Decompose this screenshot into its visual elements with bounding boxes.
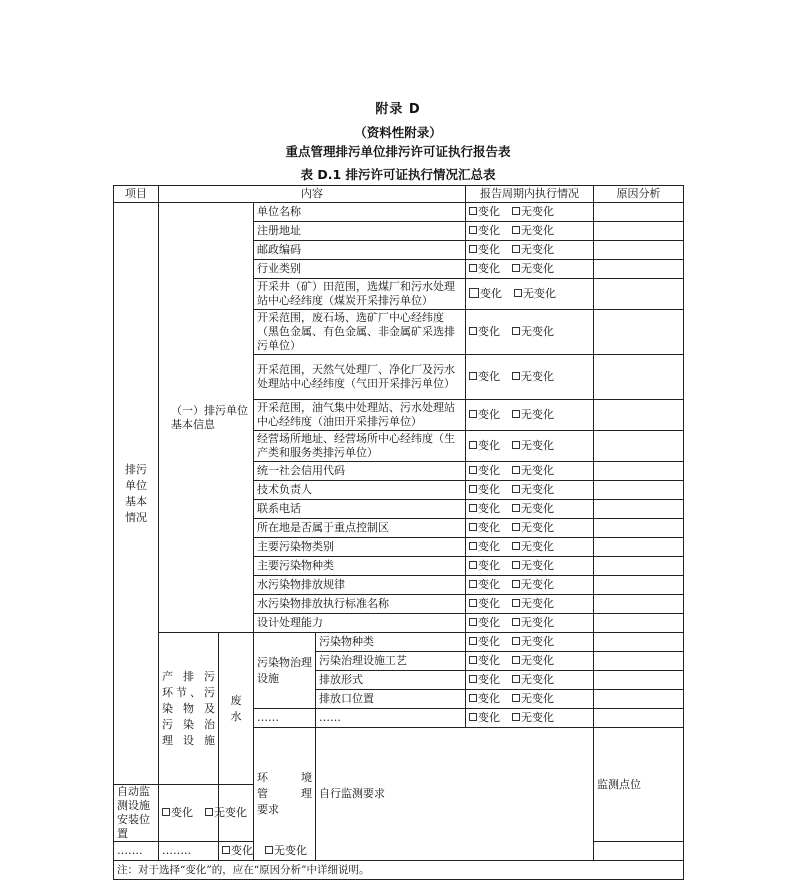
appendix-heading: 附录 D	[375, 102, 421, 117]
checkbox-icon	[469, 599, 477, 607]
group2-label: 环 境 管 理 要求	[254, 728, 316, 861]
checkbox-icon	[512, 694, 520, 702]
header-status: 报告周期内执行情况	[466, 186, 594, 203]
ellipsis-cell: ……	[316, 709, 466, 728]
checkbox-icon	[512, 656, 520, 664]
ellipsis-cell: …….	[114, 842, 159, 861]
status-options[interactable]: 变化 无变化	[466, 279, 594, 310]
row-label: 排放口位置	[316, 690, 466, 709]
row-label: 行业类别	[254, 260, 466, 279]
status-options[interactable]: 变化 无变化	[466, 462, 594, 481]
ellipsis-cell: ……	[254, 709, 316, 728]
checkbox-icon	[469, 504, 477, 512]
status-options[interactable]: 变化 无变化	[159, 785, 219, 842]
header-content: 内容	[159, 186, 466, 203]
reason-cell[interactable]	[594, 310, 684, 355]
header-item: 项目	[114, 186, 159, 203]
status-options[interactable]: 变化 无变化	[466, 400, 594, 431]
status-options[interactable]: 变化 无变化	[466, 481, 594, 500]
header-reason: 原因分析	[594, 186, 684, 203]
status-options[interactable]: 变化 无变化	[466, 431, 594, 462]
monitoring-point-label: 监测点位	[594, 728, 684, 842]
checkbox-icon	[512, 580, 520, 588]
checkbox-icon	[512, 264, 520, 272]
reason-cell[interactable]	[594, 557, 684, 576]
checkbox-icon	[469, 372, 477, 380]
reason-cell[interactable]	[594, 595, 684, 614]
reason-cell[interactable]	[594, 431, 684, 462]
note-row	[114, 861, 684, 880]
checkbox-icon	[512, 675, 520, 683]
sub-pollution-source: 产 排 污 环节、污 染 物 及 污 染 治 理设施	[159, 633, 219, 785]
status-options[interactable]: 变化 无变化	[466, 652, 594, 671]
reason-cell[interactable]	[594, 203, 684, 222]
status-options[interactable]: 变化 无变化	[466, 260, 594, 279]
checkbox-icon	[469, 561, 477, 569]
row-label: 污染物种类	[316, 633, 466, 652]
checkbox-icon	[512, 485, 520, 493]
checkbox-icon	[469, 264, 477, 272]
reason-cell[interactable]	[594, 481, 684, 500]
checkbox-icon	[469, 245, 477, 253]
status-options[interactable]: 变化 无变化	[466, 633, 594, 652]
status-options[interactable]: 变化 无变化	[466, 709, 594, 728]
row-label: 联系电话	[254, 500, 466, 519]
checkbox-icon	[469, 542, 477, 550]
checkbox-icon	[469, 523, 477, 531]
table-title: 表 D.1 排污许可证执行情况汇总表	[300, 167, 496, 182]
checkbox-icon	[469, 656, 477, 664]
row-label: 统一社会信用代码	[254, 462, 466, 481]
table-note: 注：对于选择“变化”的，应在“原因分析”中详细说明。	[114, 861, 684, 880]
row-label: 单位名称	[254, 203, 466, 222]
wastewater-label: 废 水	[219, 633, 254, 785]
reason-cell[interactable]	[594, 519, 684, 538]
checkbox-icon	[514, 289, 522, 297]
checkbox-icon	[512, 713, 520, 721]
reason-cell[interactable]	[594, 279, 684, 310]
status-options[interactable]: 变化 无变化	[466, 222, 594, 241]
status-options[interactable]: 变化 无变化	[466, 671, 594, 690]
row-label: 开采井（矿）田范围，选煤厂和污水处理站中心经纬度（煤炭开采排污单位）	[254, 279, 466, 310]
group1-label: 排污 单位 基本 情况	[114, 203, 159, 785]
reason-cell[interactable]	[594, 355, 684, 400]
status-options[interactable]: 变化 无变化	[466, 538, 594, 557]
status-options[interactable]: 变化 无变化	[466, 519, 594, 538]
reason-cell[interactable]	[594, 222, 684, 241]
reason-cell[interactable]	[594, 241, 684, 260]
table-row	[114, 203, 684, 222]
checkbox-icon	[469, 618, 477, 626]
checkbox-icon	[469, 637, 477, 645]
appendix-type: （资料性附录）	[354, 125, 442, 140]
checkbox-icon	[512, 599, 520, 607]
checkbox-icon	[512, 504, 520, 512]
sub-self-monitoring: 自行监测要求	[316, 728, 594, 861]
status-options[interactable]: 变化 无变化	[466, 500, 594, 519]
reason-cell[interactable]	[594, 538, 684, 557]
document-title: 重点管理排污单位排污许可证执行报告表	[285, 144, 511, 159]
checkbox-icon	[512, 466, 520, 474]
status-options[interactable]: 变化 无变化	[466, 203, 594, 222]
status-options[interactable]: 变化 无变化	[466, 576, 594, 595]
checkbox-icon	[469, 485, 477, 493]
row-label: 水污染物排放规律	[254, 576, 466, 595]
row-label: 主要污染物类别	[254, 538, 466, 557]
checkbox-icon	[512, 561, 520, 569]
checkbox-icon	[205, 808, 213, 816]
reason-cell[interactable]	[594, 400, 684, 431]
row-label: 技术负责人	[254, 481, 466, 500]
status-options[interactable]: 变化 无变化	[466, 690, 594, 709]
status-options[interactable]: 变化 无变化	[466, 557, 594, 576]
checkbox-icon	[512, 372, 520, 380]
row-label: 开采范围，废石场、选矿厂中心经纬度（黑色金属、有色金属、非金属矿采选排污单位）	[254, 310, 466, 355]
reason-cell[interactable]	[594, 260, 684, 279]
reason-cell[interactable]	[594, 462, 684, 481]
reason-cell[interactable]	[594, 633, 684, 652]
checkbox-icon	[512, 226, 520, 234]
checkbox-icon	[469, 580, 477, 588]
checkbox-icon	[469, 410, 477, 418]
checkbox-icon	[512, 637, 520, 645]
checkbox-icon	[512, 327, 520, 335]
reason-cell[interactable]	[594, 500, 684, 519]
header-row	[114, 186, 684, 203]
checkbox-icon	[512, 523, 520, 531]
row-label: 污染治理设施工艺	[316, 652, 466, 671]
checkbox-icon	[512, 245, 520, 253]
row-label: 设计处理能力	[254, 614, 466, 633]
status-options[interactable]: 变化 无变化	[466, 614, 594, 633]
status-options[interactable]: 变化 无变化	[466, 241, 594, 260]
status-options[interactable]: 变化 无变化	[466, 595, 594, 614]
checkbox-icon	[469, 441, 477, 449]
row-label: 主要污染物种类	[254, 557, 466, 576]
checkbox-icon	[162, 808, 170, 816]
sub-basic-info: （一）排污单位基本信息	[159, 203, 254, 633]
reason-cell[interactable]	[594, 842, 684, 861]
checkbox-icon	[512, 410, 520, 418]
checkbox-icon	[512, 207, 520, 215]
row-label: 开采范围，油气集中处理站、污水处理站中心经纬度（油田开采排污单位）	[254, 400, 466, 431]
checkbox-icon	[512, 618, 520, 626]
checkbox-icon	[222, 846, 230, 854]
checkbox-icon	[469, 694, 477, 702]
summary-table	[113, 185, 684, 880]
checkbox-icon	[512, 542, 520, 550]
row-label: 邮政编码	[254, 241, 466, 260]
reason-cell[interactable]	[594, 709, 684, 728]
checkbox-icon	[469, 226, 477, 234]
row-label: 排放形式	[316, 671, 466, 690]
checkbox-icon	[469, 327, 477, 335]
reason-cell[interactable]	[594, 614, 684, 633]
checkbox-icon	[512, 441, 520, 449]
row-label: 自动监测设施安装位置	[114, 785, 159, 842]
row-label: 水污染物排放执行标准名称	[254, 595, 466, 614]
checkbox-icon	[265, 846, 273, 854]
checkbox-icon	[469, 466, 477, 474]
reason-cell[interactable]	[594, 652, 684, 671]
row-label: 开采范围，天然气处理厂、净化厂及污水处理站中心经纬度（气田开采排污单位）	[254, 355, 466, 400]
reason-cell[interactable]	[594, 690, 684, 709]
facility-label: 污染物治理设施	[254, 633, 316, 709]
ellipsis-cell: ……..	[159, 842, 219, 861]
checkbox-icon	[469, 207, 477, 215]
status-options[interactable]: 变化 无变化	[466, 355, 594, 400]
checkbox-icon	[469, 675, 477, 683]
checkbox-icon	[469, 288, 479, 298]
reason-cell[interactable]	[594, 576, 684, 595]
checkbox-icon	[469, 713, 477, 721]
status-options[interactable]: 变化 无变化	[219, 842, 254, 861]
table-row	[114, 633, 684, 652]
reason-cell[interactable]	[594, 671, 684, 690]
status-options[interactable]: 变化 无变化	[466, 310, 594, 355]
row-label: 经营场所地址、经营场所中心经纬度（生产类和服务类排污单位）	[254, 431, 466, 462]
row-label: 注册地址	[254, 222, 466, 241]
row-label: 所在地是否属于重点控制区	[254, 519, 466, 538]
